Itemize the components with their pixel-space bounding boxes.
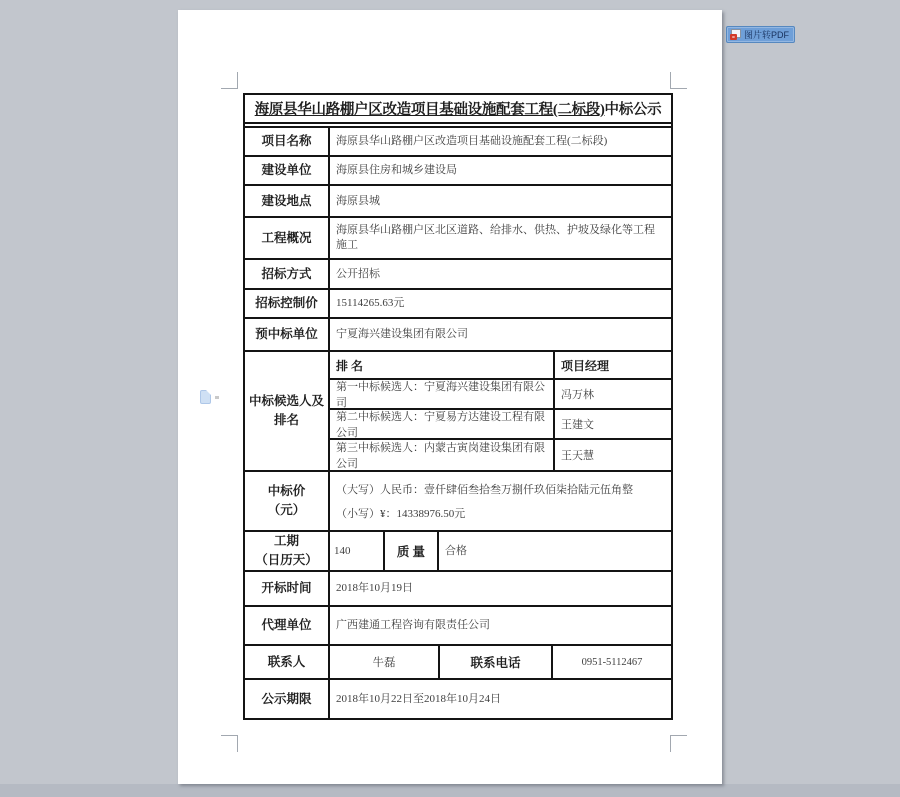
candidate-manager: 王天慧 [561,450,594,462]
candidate-name: 第一中标候选人：宁夏海兴建设集团有限公司 [330,380,555,408]
bid-price-label-line2: （元） [267,503,306,517]
field-label: 招标控制价 [245,290,330,317]
table-row [245,218,671,260]
table-row [245,290,671,319]
candidates-row [245,352,671,472]
margin-crop-mark-bottom-right [670,735,687,752]
duration-row [245,532,671,572]
duration-value: 140 [330,532,385,570]
field-value: 15114265.63元 [336,297,405,310]
quality-label: 质 量 [385,532,439,570]
candidate-manager: 冯万林 [561,389,594,401]
rank-header: 排 名 [330,352,555,378]
field-value: 海原县华山路棚户区北区道路、给排水、供热、护坡及绿化等工程施工 [336,224,655,251]
field-label: 预中标单位 [245,319,330,350]
table-row [245,186,671,218]
candidates-header-row [330,352,671,380]
field-value: 广西建通工程咨询有限责任公司 [336,619,490,632]
candidate-row [330,380,671,410]
quality-value: 合格 [445,544,467,557]
table-row [245,128,671,157]
candidate-manager: 王建文 [561,419,594,431]
field-value: 海原县华山路棚户区改造项目基础设施配套工程(二标段) [336,135,608,148]
field-value: 海原县住房和城乡建设局 [336,164,457,177]
bid-price-numeric: （小写）¥：14338976.50元 [336,507,466,520]
field-value: 2018年10月19日 [336,582,413,595]
field-label: 联系人 [245,646,330,678]
table-row [245,680,671,718]
image-to-pdf-button[interactable] [726,26,795,43]
table-row [245,260,671,290]
field-label: 建设地点 [245,186,330,216]
field-label: 代理单位 [245,607,330,644]
candidate-row [330,440,671,470]
image-to-pdf-button-label: 图片转PDF [744,30,790,40]
marker-dash [215,396,219,399]
document-title [245,95,671,124]
bid-price-label-line1: 中标价 [267,484,306,499]
margin-crop-mark-top-right [670,72,687,89]
field-label: 公示期限 [245,680,330,718]
candidate-name: 第三中标候选人：内蒙古寅岗建设集团有限公司 [330,440,555,470]
field-label [245,472,330,530]
page-icon [200,390,211,404]
horizontal-scroll-area [0,784,900,797]
duration-label-line1: 工期 [273,534,299,549]
field-label: 项目名称 [245,128,330,155]
bid-price-value [330,472,671,530]
manager-header: 项目经理 [561,358,610,373]
field-label: 工程概况 [245,218,330,258]
table-row [245,319,671,352]
field-label: 招标方式 [245,260,330,288]
field-label: 中标候选人及排名 [245,352,330,470]
document-title-suffix: 中标公示 [604,102,662,118]
field-value: 公开招标 [336,267,380,280]
margin-crop-mark-top-left [221,72,238,89]
margin-crop-mark-bottom-left [221,735,238,752]
document-title-underlined: 海原县华山路棚户区改造项目基础设施配套工程(二标段) [254,102,605,118]
field-value: 宁夏海兴建设集团有限公司 [336,328,468,341]
field-value: 海原县城 [336,194,380,207]
table-row [245,157,671,186]
table-row [245,607,671,646]
contact-row [245,646,671,680]
field-label [245,532,330,570]
contact-name: 牛磊 [330,646,440,678]
candidate-row [330,410,671,440]
bid-price-row [245,472,671,532]
field-value: 2018年10月22日至2018年10月24日 [336,692,501,705]
candidate-name: 第二中标候选人：宁夏易方达建设工程有限公司 [330,410,555,438]
table-row [245,572,671,607]
paste-options-marker[interactable] [200,390,219,404]
contact-phone-label: 联系电话 [440,646,553,678]
image-to-pdf-icon: o [730,29,741,40]
duration-label-line2: （日历天） [255,553,318,567]
document-page [178,10,722,784]
field-label: 建设单位 [245,157,330,184]
bid-price-uppercase: （大写）人民币：壹仟肆佰叁拾叁万捌仟玖佰柒拾陆元伍角整 [336,484,633,497]
field-label: 开标时间 [245,572,330,605]
bid-announcement-table [243,93,673,720]
contact-phone: 0951-5112467 [581,656,643,668]
